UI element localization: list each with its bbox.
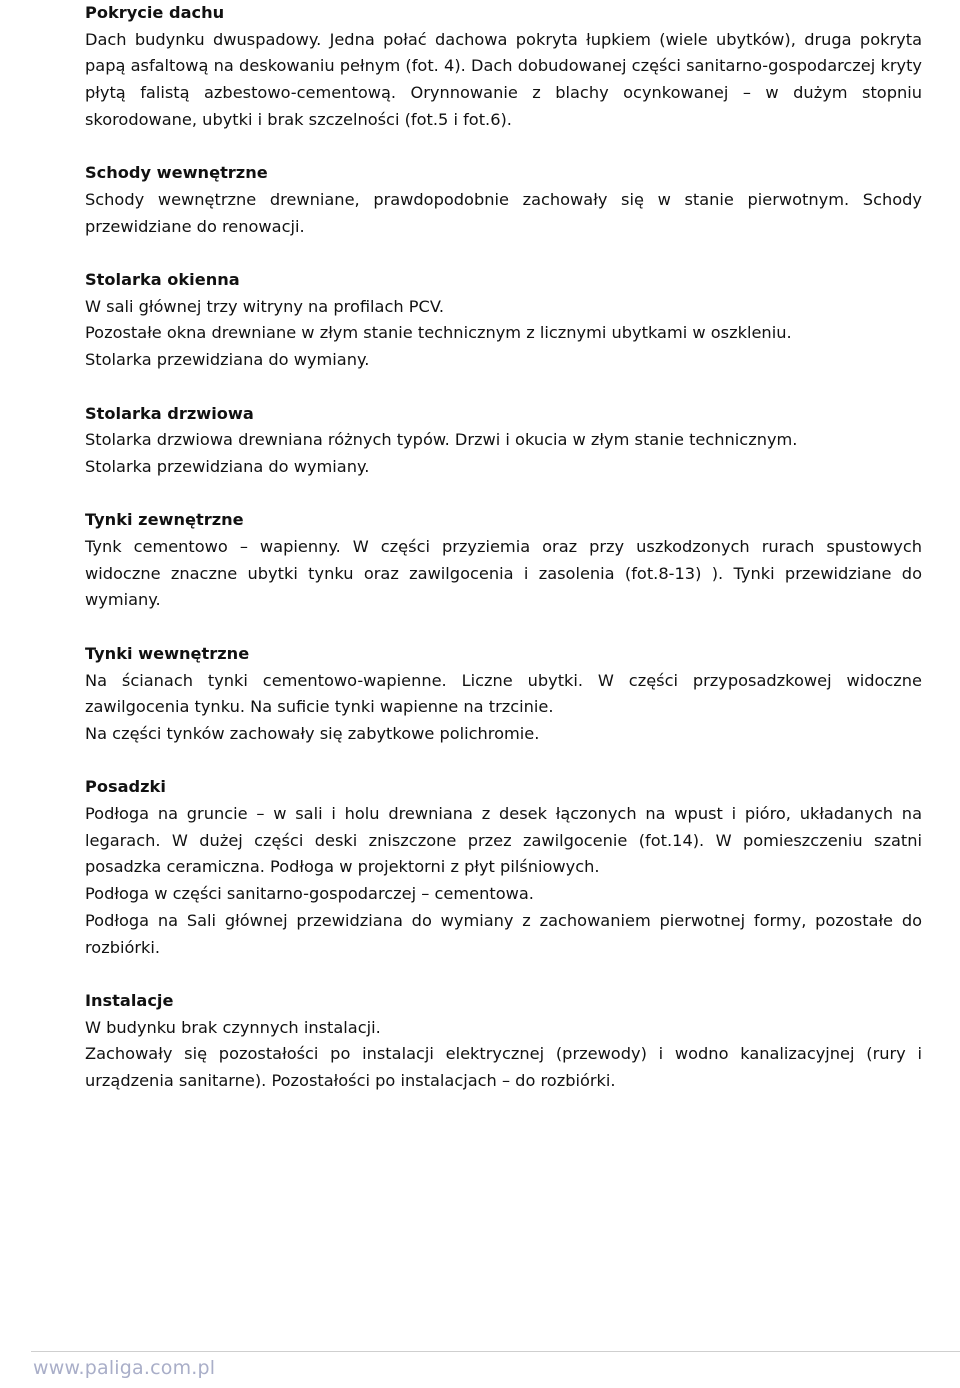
section-interior-plaster [85, 641, 922, 748]
section-installations [85, 988, 922, 1095]
section-paragraph: Podłoga w części sanitarno-gospodarczej – cementowa. [85, 884, 534, 904]
section-paragraph: Dach budynku dwuspadowy. Jedna połać dachowa pokryta łupkiem (wiele ubytków), druga pokryta papą asfaltową na deskowaniu pełnym (fot. 4). Dach dobudowanej części sanitarno-gospodarczej kryty płytą falistą azbestowo-cementową. Orynnowanie z blachy ocynkowanej – w dużym stopniu skorodowane, ubytki i brak szczelności (fot.5 i fot.6). [85, 29, 922, 129]
footer-website-link[interactable]: www.paliga.com.pl [33, 1357, 216, 1379]
section-heading: Posadzki [85, 777, 166, 797]
section-heading: Stolarka drzwiowa [85, 403, 254, 423]
section-heading: Pokrycie dachu [85, 3, 225, 22]
section-heading: Instalacje [85, 990, 174, 1010]
section-heading: Tynki zewnętrzne [85, 510, 244, 530]
section-windows [85, 267, 922, 374]
section-paragraph: Zachowały się pozostałości po instalacji elektrycznej (przewody) i wodno kanalizacyjnej (rury i urządzenia sanitarne). Pozostałości po instalacjach – do rozbiórki. [85, 1044, 922, 1091]
section-heading: Tynki wewnętrzne [85, 643, 250, 663]
section-paragraph: Stolarka drzwiowa drewniana różnych typów. Drzwi i okucia w złym stanie technicznym. [85, 430, 798, 450]
section-paragraph: W sali głównej trzy witryny na profilach PCV. [85, 296, 444, 316]
section-paragraph: Podłoga na gruncie – w sali i holu drewniana z desek łączonych na wpust i pióro, układanych na legarach. W dużej części deski zniszczone przez zawilgocenie (fot.14). W pomieszczeniu szatni posadzka ceramiczna. Podłoga w projektorni z płyt pilśniowych. [85, 804, 922, 877]
section-paragraph: Podłoga na Sali głównej przewidziana do wymiany z zachowaniem pierwotnej formy, pozostałe do rozbiórki. [85, 910, 922, 957]
section-paragraph: Stolarka przewidziana do wymiany. [85, 350, 370, 370]
section-paragraph: Tynk cementowo – wapienny. W części przyziemia oraz przy uszkodzonych rurach spustowych widoczne znaczne ubytki tynku oraz zawilgocenia i zasolenia (fot.8-13) ). Tynki przewidziane do wymiany. [85, 537, 922, 610]
section-exterior-plaster [85, 507, 922, 614]
section-paragraph: Na ścianach tynki cementowo-wapienne. Liczne ubytki. W części przyposadzkowej widoczne zawilgocenia tynku. Na suficie tynki wapienne na trzcinie. [85, 670, 922, 717]
section-doors [85, 401, 922, 481]
section-paragraph: Na części tynków zachowały się zabytkowe polichromie. [85, 723, 540, 743]
section-floors [85, 774, 922, 961]
footer-divider [31, 1351, 960, 1352]
document-body [85, 0, 922, 1095]
section-heading: Schody wewnętrzne [85, 163, 268, 183]
section-paragraph: Pozostałe okna drewniane w złym stanie technicznym z licznymi ubytkami w oszkleniu. [85, 323, 792, 343]
section-paragraph: Stolarka przewidziana do wymiany. [85, 456, 370, 476]
section-roof [85, 0, 922, 134]
section-stairs [85, 160, 922, 240]
section-paragraph: Schody wewnętrzne drewniane, prawdopodobnie zachowały się w stanie pierwotnym. Schody przewidziane do renowacji. [85, 189, 922, 236]
section-heading: Stolarka okienna [85, 270, 240, 289]
section-paragraph: W budynku brak czynnych instalacji. [85, 1017, 381, 1037]
